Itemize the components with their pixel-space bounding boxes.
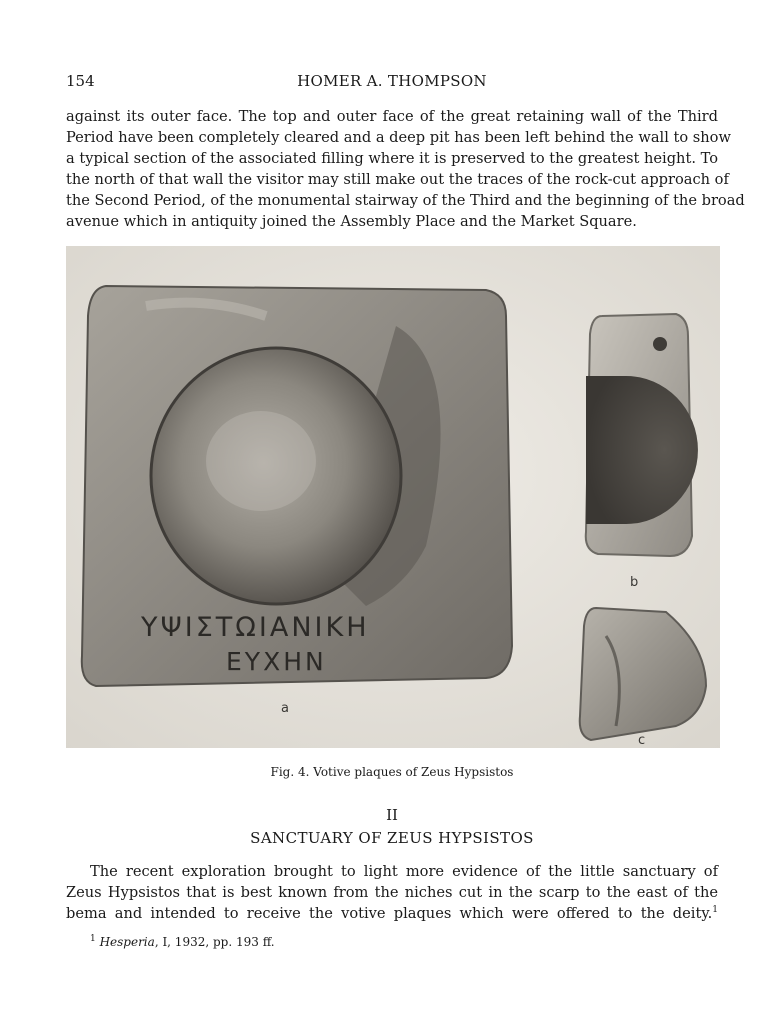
figure-photograph (66, 246, 720, 748)
body-paragraph (66, 106, 745, 232)
section-title: SANCTUARY OF ZEUS HYPSISTOS (250, 829, 534, 847)
text-line: avenue which in antiquity joined the Assembly Place and the Market Square. (66, 213, 637, 230)
body-paragraph (66, 861, 718, 924)
text-line: a typical section of the associated filling where it is preserved to the greatest height. To (66, 150, 718, 167)
footnote-marker: 1 (90, 934, 96, 944)
text-line: The recent exploration brought to light more evidence of the little sanctuary of (90, 863, 718, 880)
label-a: a (281, 701, 289, 716)
votive-plaques-photo (66, 246, 720, 748)
inscription-line-1: ΥΨΙΣΤΩΙΑΝΙΚΗ (141, 612, 370, 643)
label-c: c (638, 733, 646, 748)
section-number: II (386, 806, 398, 824)
figure-caption: Fig. 4. Votive plaques of Zeus Hypsistos (270, 765, 514, 779)
footnote (90, 935, 275, 949)
text-line-last (66, 903, 718, 924)
page-number: 154 (66, 72, 95, 90)
inscription-line-2: ΕΥΧΗΝ (226, 647, 327, 676)
plaque-b (586, 314, 698, 556)
label-b: b (630, 575, 639, 590)
footnote-source: Hesperia (99, 935, 155, 949)
text-line: bema and intended to receive the votive plaques which were offered to the deity. (66, 905, 713, 922)
text-line: the north of that wall the visitor may still make out the traces of the rock-cut approach of (66, 171, 729, 188)
running-head: HOMER A. THOMPSON (297, 72, 487, 90)
text-line: Zeus Hypsistos that is best known from the niches cut in the scarp to the east of the (66, 884, 718, 901)
footnote-details: , I, 1932, pp. 193 ff. (154, 935, 275, 949)
text-line: Period have been completely cleared and a deep pit has been left behind the wall to show (66, 129, 731, 146)
text-line: the Second Period, of the monumental stairway of the Third and the beginning of the broad (66, 192, 745, 209)
plaque-a (82, 286, 512, 686)
text-line: against its outer face. The top and outer face of the great retaining wall of the Third (66, 108, 718, 125)
footnote-reference[interactable]: 1 (712, 905, 718, 916)
